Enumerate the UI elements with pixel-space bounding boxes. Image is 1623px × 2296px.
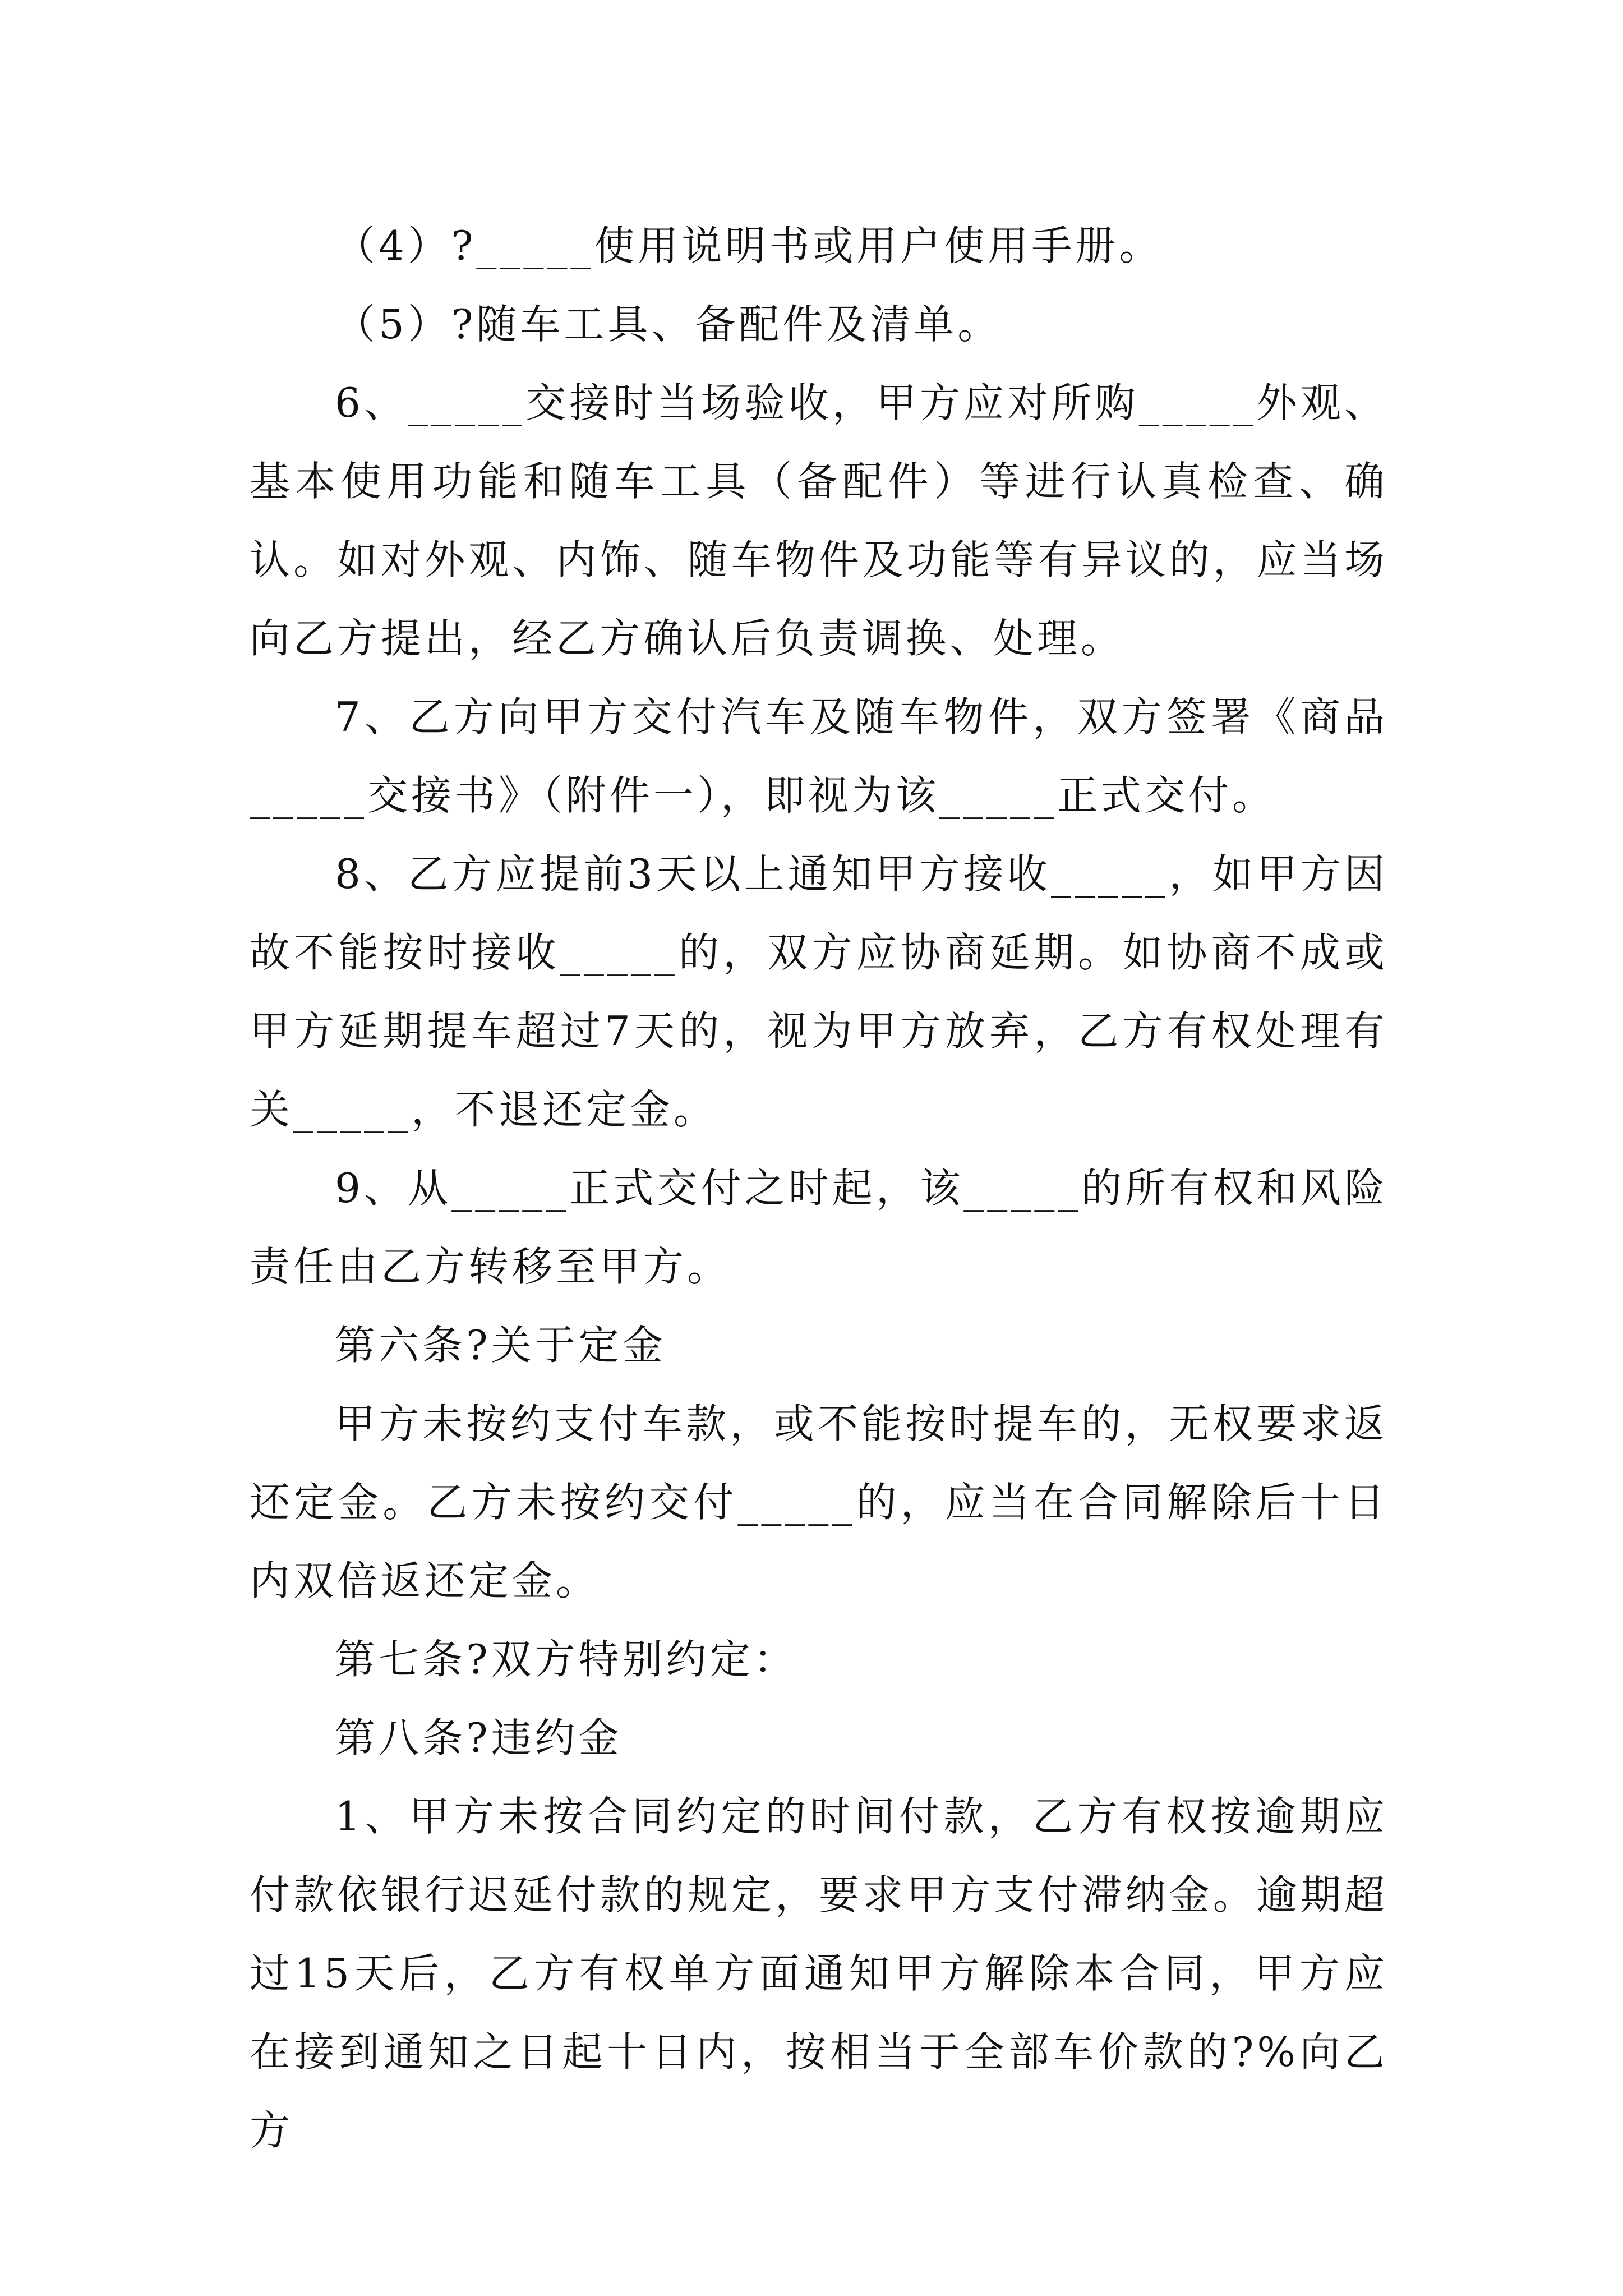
paragraph-clause-8-notice: 8、乙方应提前3天以上通知甲方接收_____，如甲方因故不能按时接收_____的，双方应协商延期。如协商不成或甲方延期提车超过7天的，视为甲方放弃，乙方有权处理有关_____，不退还定金。: [250, 850, 1388, 1133]
paragraph-penalty-clause-1: 1、甲方未按合同约定的时间付款，乙方有权按逾期应付款依银行迟延付款的规定，要求甲方支付滞纳金。逾期超过15天后，乙方有权单方面通知甲方解除本合同，甲方应在接到通知之日起十日内，按相当于全部车价款的?%向乙方: [250, 1793, 1388, 2154]
document-body: [250, 206, 1388, 2170]
heading-article-7-special: 第七条?双方特别约定：: [335, 1636, 797, 1683]
paragraph-item-5-tools: （5）?随车工具、备配件及清单。: [335, 301, 1002, 348]
heading-article-8-penalty: 第八条?违约金: [335, 1714, 623, 1761]
paragraph-deposit-terms: 甲方未按约支付车款，或不能按时提车的，无权要求返还定金。乙方未按约交付_____的，应当在合同解除后十日内双倍返还定金。: [250, 1400, 1388, 1604]
paragraph-clause-6-inspection: 6、_____交接时当场验收，甲方应对所购_____外观、基本使用功能和随车工具（备配件）等进行认真检查、确认。如对外观、内饰、随车物件及功能等有异议的，应当场向乙方提出，经乙方确认后负责调换、处理。: [250, 379, 1388, 662]
heading-article-6-deposit: 第六条?关于定金: [335, 1322, 666, 1369]
paragraph-clause-9-ownership: 9、从_____正式交付之时起，该_____的所有权和风险责任由乙方转移至甲方。: [250, 1165, 1388, 1290]
paragraph-clause-7-delivery: 7、乙方向甲方交付汽车及随车物件，双方签署《商品_____交接书》（附件一），即视为该_____正式交付。: [250, 693, 1388, 819]
paragraph-item-4-manual: （4）?_____使用说明书或用户使用手册。: [335, 222, 1163, 269]
